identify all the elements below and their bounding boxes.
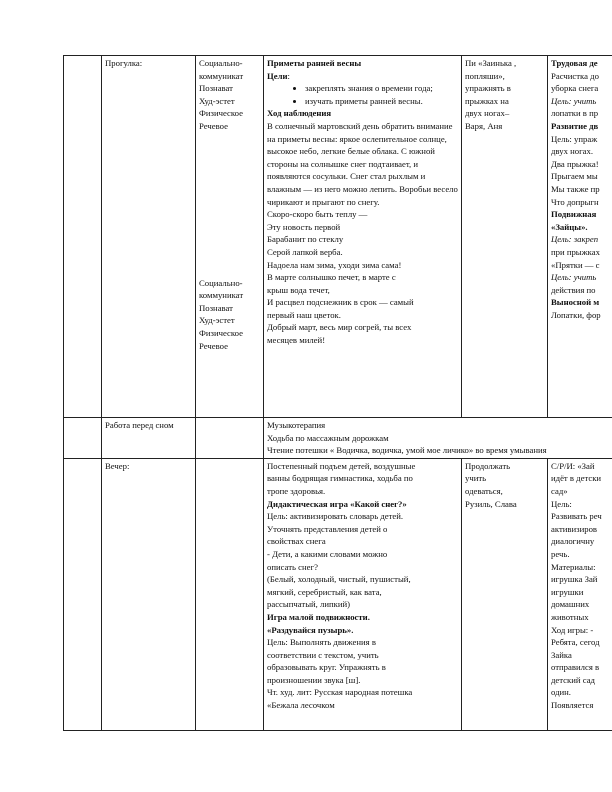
roleplay-line: игрушка Зай [551, 574, 598, 585]
poem-line: Серой лапкой верба. [267, 246, 343, 257]
edu-area: Познават [199, 83, 233, 94]
roleplay-line: идёт в детски [551, 473, 602, 484]
goal-item: • изучать приметы ранней весны. [305, 95, 459, 108]
roleplay-line: игрушки [551, 586, 584, 597]
poem-line: первый наш цветок. [267, 309, 341, 320]
edu-area: коммуникат [199, 70, 244, 81]
labor-line: «Зайцы». [551, 221, 588, 232]
individual-line: учить [465, 473, 487, 484]
edu-area: Речевое [199, 120, 228, 131]
evening-line: ванны бодрящая гимнастика, ходьба по [267, 473, 413, 484]
evening-line: Дидактическая игра «Какой снег?» [267, 498, 407, 509]
labor-line: при прыжках [551, 246, 600, 257]
sleep-activities-cell [264, 418, 612, 459]
individual-line: Варя, Аня [465, 120, 503, 131]
roleplay-line: домашних [551, 599, 590, 610]
poem-line: Эту новость первой [267, 221, 341, 232]
roleplay-line: Материалы: [551, 561, 596, 572]
poem-line: И расцвел подснежник в срок — самый [267, 297, 414, 308]
evening-line: «Бежала лесочком [267, 700, 335, 711]
walk-observation-cell [264, 56, 462, 418]
edu-area: Социально- [199, 58, 243, 68]
evening-line: Игра малой подвижности. [267, 611, 370, 622]
goals-list [267, 82, 459, 107]
edu-area: Речевое [199, 340, 228, 351]
lesson-plan-table [63, 55, 612, 731]
roleplay-line: один. [551, 687, 571, 698]
roleplay-line: Цель: [551, 498, 572, 509]
edu-area: Физическое [199, 108, 243, 119]
poem-line: Надоела нам зима, уходи зима сама! [267, 259, 402, 270]
roleplay-line: отправился в [551, 662, 600, 673]
poem-line: Скоро-скоро быть теплу — [267, 209, 368, 220]
evening-line: Чт. худ. лит: Русская народная потешка [267, 687, 413, 698]
evening-line: соответствии с текстом, учить [267, 649, 379, 660]
edu-area: Худ-эстет [199, 315, 235, 326]
evening-line: произношении звука [ш]. [267, 674, 361, 685]
goal-item: • закреплять знания о времени года; [305, 82, 459, 95]
evening-line: Постепенный подъем детей, воздушные [267, 460, 416, 471]
evening-line: образовывать круг. Упражнять в [267, 662, 386, 673]
labor-line: Цель: упраж [551, 133, 598, 144]
roleplay-line: диалогичну [551, 536, 595, 547]
evening-roleplay-cell [548, 458, 612, 730]
walk-labor-cell [548, 56, 612, 418]
observation-text: В солнечный мартовский день обратить внимание на приметы весны: яркое ослепительное солнце, высокое небо, легкие белые облака. С южной стороны на солнышке снег подтаивает, и появляются сосульки. Снег стал рыхлым и влажным — из него можно лепить. Воробьи весело чирикают и прыгают по снегу. [267, 120, 458, 207]
roleplay-line: С/Р/И: «Зай [551, 460, 595, 471]
evening-line: «Раздувайся пузырь». [267, 624, 354, 635]
roleplay-line: детский сад [551, 674, 595, 685]
empty-cell [64, 56, 102, 418]
edu-area: Худ-эстет [199, 95, 235, 106]
sleep-section-label: Работа перед сном [102, 418, 196, 459]
goals-label: Цели [267, 70, 288, 81]
individual-line: попляши», [465, 70, 505, 81]
individual-line: двух ногах– [465, 108, 510, 119]
walk-edu-areas [196, 56, 264, 418]
goals-colon: : [287, 70, 290, 81]
edu-area: коммуникат [199, 290, 244, 301]
roleplay-line: сад» [551, 485, 568, 496]
individual-line: Продолжать [465, 460, 511, 471]
observation-label: Ход наблюдения [267, 108, 332, 119]
evening-line: свойствах снега [267, 536, 326, 547]
labor-line: Прыгаем мы [551, 171, 598, 182]
evening-line: описать снег? [267, 561, 318, 572]
labor-line: Развитие дв [551, 120, 599, 131]
evening-line: - Дети, а какими словами можно [267, 548, 388, 559]
evening-row [64, 458, 612, 730]
poem-line: месяцев милей! [267, 335, 326, 346]
labor-line: Выносной м [551, 297, 600, 308]
labor-line: Расчистка до [551, 70, 599, 81]
labor-line: Лопатки, фор [551, 309, 601, 320]
roleplay-line: речь. [551, 548, 570, 559]
empty-cell [64, 458, 102, 730]
roleplay-line: животных [551, 611, 589, 622]
sleep-line: Чтение потешки « Водичка, водичка, умой мое личико» во время умывания [267, 445, 547, 456]
poem-line: Барабанит по стеклу [267, 234, 344, 245]
sleep-line: Музыкотерапия [267, 420, 326, 430]
individual-line: Рузиль, Слава [465, 498, 517, 509]
evening-line: тропе здоровья. [267, 485, 326, 496]
walk-row [64, 56, 612, 418]
evening-line: Уточнять представления детей о [267, 523, 388, 534]
evening-line: Цель: Выполнять движения в [267, 637, 376, 648]
roleplay-line: Появляется [551, 700, 594, 711]
individual-line: прыжках на [465, 95, 509, 106]
edu-area: Социально- [199, 277, 243, 288]
evening-individual-cell [462, 458, 548, 730]
evening-line: мягкий, серебристый, как вата, [267, 586, 382, 597]
labor-line: Подвижная [551, 209, 597, 220]
observation-title: Приметы ранней весны [267, 58, 362, 68]
poem-line: Добрый март, весь мир согрей, ты всех [267, 322, 412, 333]
roleplay-line: активизиров [551, 523, 598, 534]
individual-line: Пи «Заинька , [465, 58, 517, 68]
empty-cell [196, 458, 264, 730]
labor-line: уборка снега [551, 83, 599, 94]
labor-line: Цель: учить [551, 272, 597, 283]
poem-line: В марте солнышко печет, в марте с [267, 272, 396, 283]
evening-line: рассыпчатый, липкий) [267, 599, 351, 610]
labor-line: Мы также пр [551, 183, 600, 194]
roleplay-line: Ребята, сегод [551, 637, 600, 648]
labor-line: действия по [551, 284, 596, 295]
evening-line: (Белый, холодный, чистый, пушистый, [267, 574, 411, 585]
empty-cell [196, 418, 264, 459]
labor-line: Цель: учить [551, 95, 597, 106]
sleep-row [64, 418, 612, 459]
labor-line: Два прыжка! [551, 158, 599, 169]
individual-line: упражнять в [465, 83, 511, 94]
edu-area: Познават [199, 302, 233, 313]
edu-area: Физическое [199, 327, 243, 338]
evening-activities-cell [264, 458, 462, 730]
roleplay-line: Развивать реч [551, 511, 602, 522]
labor-line: Цель: закреп [551, 234, 599, 245]
roleplay-line: Ход игры: - [551, 624, 594, 635]
roleplay-line: Зайка [551, 649, 572, 660]
labor-line: лопатки в пр [551, 108, 599, 119]
labor-line: двух ногах. [551, 146, 594, 157]
walk-section-label: Прогулка: [102, 56, 196, 418]
individual-line: одеваться, [465, 485, 503, 496]
labor-line: «Прятки — с [551, 259, 600, 270]
walk-individual-cell [462, 56, 548, 418]
evening-line: Цель: активизировать словарь детей. [267, 511, 404, 522]
labor-line: Трудовая де [551, 58, 598, 68]
evening-section-label: Вечер: [102, 458, 196, 730]
sleep-line: Ходьба по массажным дорожкам [267, 432, 389, 443]
labor-line: Что допрыгн [551, 196, 599, 207]
poem-line: крыш вода течет, [267, 284, 330, 295]
empty-cell [64, 418, 102, 459]
